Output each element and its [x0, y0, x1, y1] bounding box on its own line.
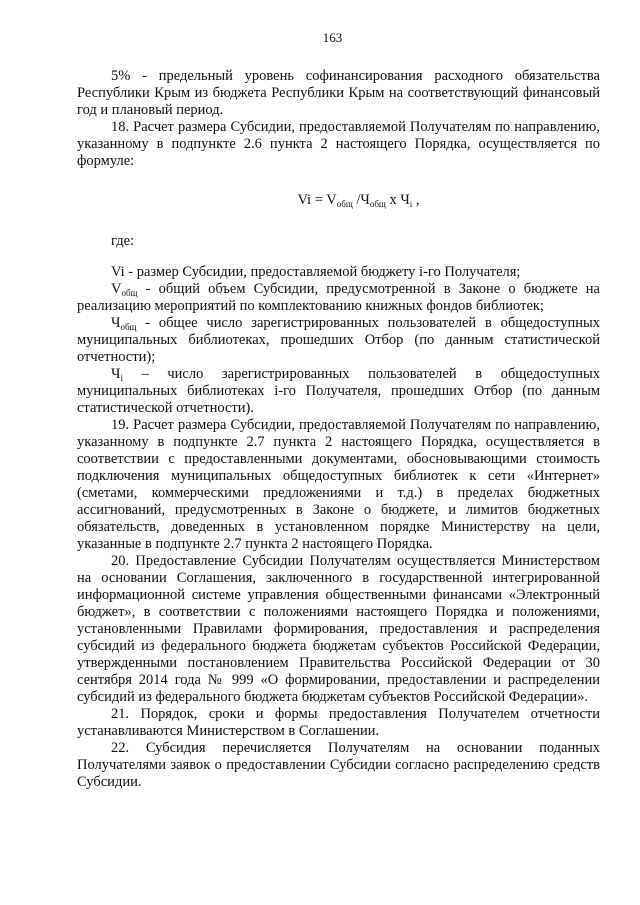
formula-times: х Ч [385, 192, 410, 208]
paragraph-21: 21. Порядок, сроки и формы предоставления Получателем отчетности устанавливаются Министерством в Соглашении. [77, 706, 600, 739]
page-number: 163 [322, 30, 343, 45]
def4-subscript: i [120, 373, 123, 383]
definition-ch-total [77, 315, 600, 366]
def3-subscript: общ [120, 322, 137, 332]
formula-sub-2: общ [369, 199, 386, 209]
definition-v-total [77, 281, 600, 315]
def3-text: - общее число зарегистрированных пользователей в общедоступных муниципальных библиотеках, прошедших Отбор (по данным статистической отчетности); [77, 315, 600, 365]
paragraph-20: 20. Предоставление Субсидии Получателям осуществляется Министерством на основании Соглашения, заключенного в государственной интегрированной информационной системе управления общественными финансами «Электронный бюджет», в соответствии с положениями настоящего Порядка и положениями, установленными Правилами формирования, предоставления и распределения субсидий из федерального бюджета бюджетам субъектов Российской Федерации, утвержденными постановлением Правительства Российской Федерации от 30 сентября 2014 года № 999 «О формировании, предоставлении и распределении субсидий из федерального бюджета бюджетам субъектов Российской Федерации». [77, 553, 600, 705]
formula-sub-1: общ [336, 199, 353, 209]
def2-text: - общий объем Субсидии, предусмотренной в Законе о бюджете на реализацию мероприятий по комплектованию книжных фондов библиотек; [77, 281, 600, 314]
where-label: где: [111, 233, 135, 249]
formula-lhs: Vi = V [297, 192, 337, 208]
def4-symbol: Ч [111, 366, 121, 382]
formula [77, 192, 600, 209]
formula-mid: /Ч [352, 192, 370, 208]
def2-symbol: V [111, 281, 122, 297]
definition-vi: Vi - размер Субсидии, предоставляемой бюджету i-го Получателя; [111, 264, 521, 280]
definition-ch-i [77, 366, 600, 417]
def3-symbol: Ч [111, 315, 121, 331]
paragraph-cofinancing: 5% - предельный уровень софинансирования расходного обязательства Республики Крым из бюджета Республики Крым на соответствующий финансовый год и плановый период. [77, 68, 600, 118]
formula-sub-3: i [409, 199, 413, 209]
paragraph-22: 22. Субсидия перечисляется Получателям на основании поданных Получателями заявок о предоставлении Субсидии согласно распределению средств Субсидии. [77, 740, 600, 790]
def2-subscript: общ [121, 288, 138, 298]
def4-text: – число зарегистрированных пользователей в общедоступных муниципальных библиотеках i-го Получателя, прошедших Отбор (по данным статистической отчетности). [77, 366, 600, 416]
paragraph-18: 18. Расчет размера Субсидии, предоставляемой Получателям по направлению, указанному в подпункте 2.6 пункта 2 настоящего Порядка, осуществляется по формуле: [77, 119, 600, 169]
formula-end: , [412, 192, 420, 208]
paragraph-19: 19. Расчет размера Субсидии, предоставляемой Получателям по направлению, указанному в подпункте 2.7 пункта 2 настоящего Порядка, осуществляется в соответствии с предоставленными документами, обосновывающими стоимость подключения муниципальных общедоступных библиотек к сети «Интернет» (сметами, коммерческими предложениями и т.д.) в пределах бюджетных ассигнований, предусмотренных в Законе о бюджете, и лимитов бюджетных обязательств, доведенных в установленном порядке Министерству на цели, указанные в подпункте 2.7 пункта 2 настоящего Порядка. [77, 417, 600, 552]
